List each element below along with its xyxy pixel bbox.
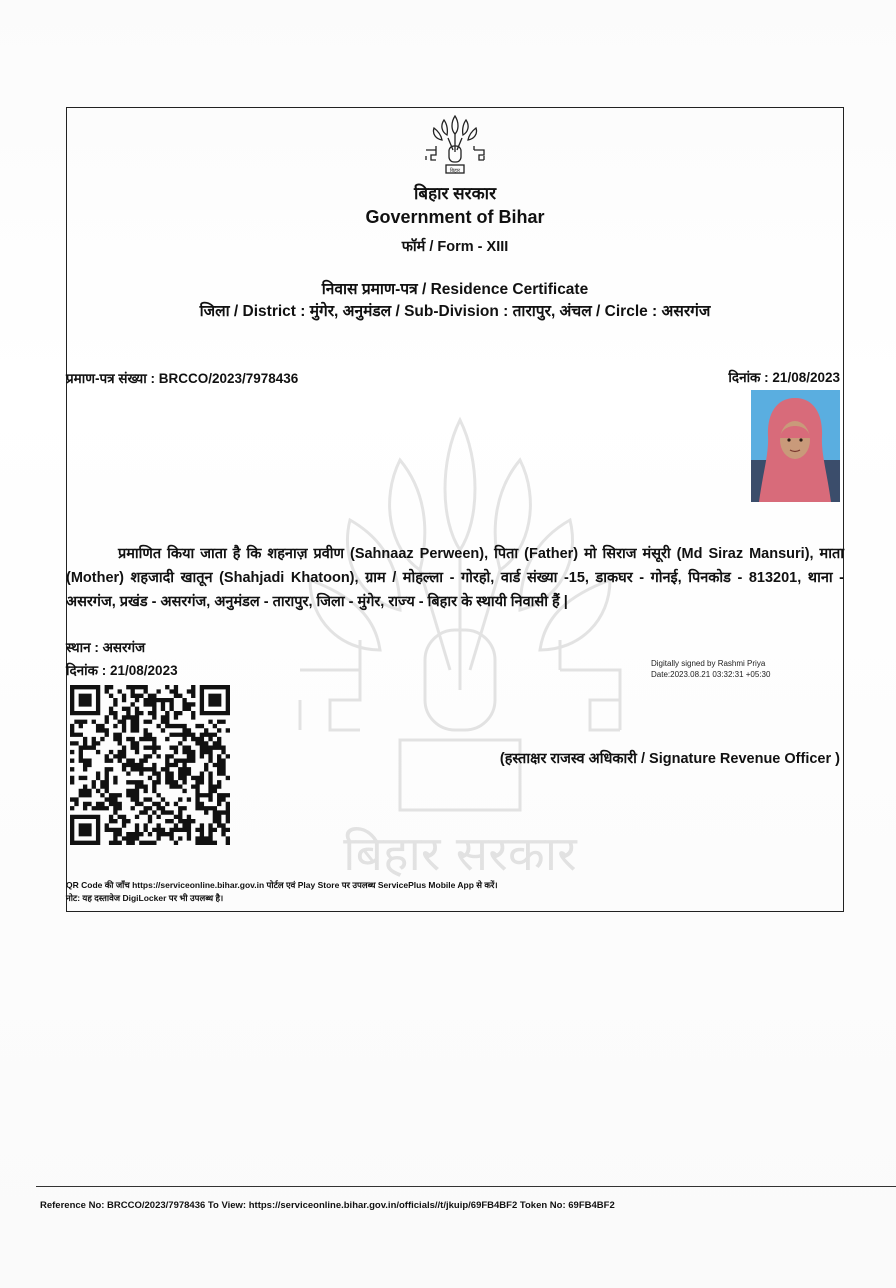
qr-verification-note <box>66 879 498 905</box>
watermark-text: बिहार सरकार <box>343 826 577 882</box>
certificate-statement <box>66 542 844 614</box>
government-title-hindi: बिहार सरकार <box>413 184 497 203</box>
footer-divider <box>36 1186 896 1187</box>
qr-note-line-1: QR Code की जाँच https://serviceonline.bihar.gov.in पोर्टल एवं Play Store पर उपलब्ध ServicePlus Mobile App से करें। <box>66 880 498 890</box>
certificate-type: निवास प्रमाण-पत्र / Residence Certificate <box>321 281 589 298</box>
signing-date: दिनांक : 21/08/2023 <box>66 663 178 678</box>
emblem-label: बिहार <box>449 168 461 174</box>
place-of-issue: स्थान : असरगंज <box>66 640 146 655</box>
person-photo-icon <box>751 390 840 502</box>
statement-paragraph: प्रमाणित किया जाता है कि शहनाज़ प्रवीण (Sahnaaz Perween), पिता (Father) मो सिराज मंसूरी (Md Siraz Mansuri), माता (Mother) शहजादी खातून (Shahjadi Khatoon), ग्राम / मोहल्ला - गोरहो, वार्ड संख्या -15, डाकघर - गोनई, पिनकोड - 813201, थाना - असरगंज, प्रखंड - असरगंज, अनुमंडल - तारापुर, जिला - मुंगेर, राज्य - बिहार के स्थायी निवासी हैं | <box>66 546 844 610</box>
watermark-emblem <box>290 400 630 890</box>
digital-signature-signer: Digitally signed by Rashmi Priya <box>651 659 766 668</box>
bihar-emblem-icon <box>420 112 490 178</box>
signature-officer-title: (हस्ताक्षर राजस्व अधिकारी / Signature Revenue Officer ) <box>499 751 840 767</box>
issue-date: दिनांक : 21/08/2023 <box>728 370 840 385</box>
district-line: जिला / District : मुंगेर, अनुमंडल / Sub-Division : तारापुर, अंचल / Circle : असरगंज <box>199 303 711 320</box>
digital-signature <box>651 658 770 680</box>
digital-signature-date: Date:2023.08.21 03:32:31 +05:30 <box>651 670 771 679</box>
applicant-photo <box>751 390 840 502</box>
qr-code[interactable] <box>70 685 230 845</box>
qr-note-line-2: नोट: यह दस्तावेज DigiLocker पर भी उपलब्ध है। <box>66 893 224 903</box>
certificate-number: प्रमाण-पत्र संख्या : BRCCO/2023/7978436 <box>66 371 299 386</box>
government-title-english: Government of Bihar <box>365 207 545 227</box>
reference-line: Reference No: BRCCO/2023/7978436 To View: https://serviceonline.bihar.gov.in/officials//t/jkuip/69FB4BF2 Token No: 69FB4BF2 <box>40 1200 615 1211</box>
form-number: फॉर्म / Form - XIII <box>401 239 509 255</box>
